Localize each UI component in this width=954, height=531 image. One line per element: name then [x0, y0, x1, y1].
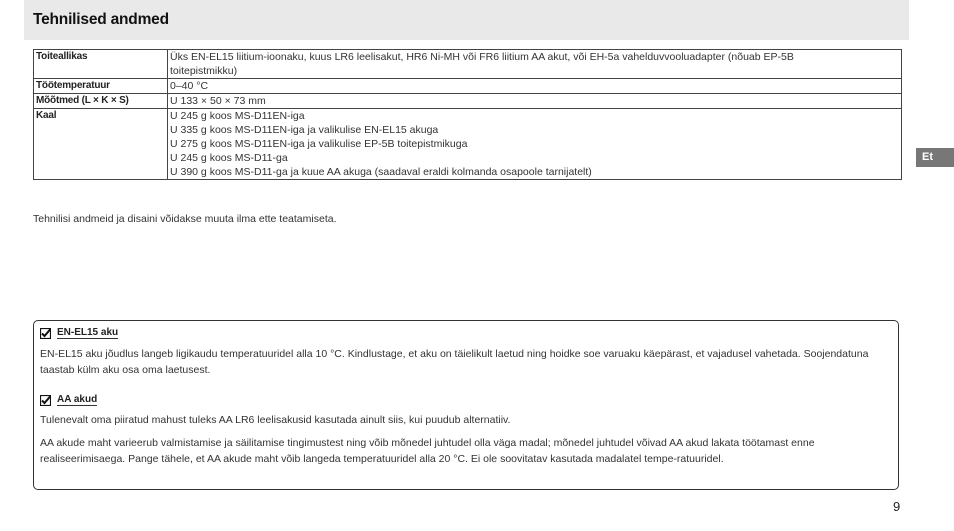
- paragraph: Tulenevalt oma piiratud mahust tuleks AA LR6 leelisakusid kasutada ainult siis, kui puudub alternatiiv.: [40, 414, 511, 426]
- spec-line: U 133 × 50 × 73 mm: [170, 95, 266, 107]
- section-title: AA akud: [57, 394, 98, 405]
- spec-line: U 335 g koos MS-D11EN-iga ja valikulise EN-EL15 akuga: [170, 124, 439, 136]
- spec-line: toitepistmikku): [170, 65, 238, 77]
- spec-line: 0–40 °C: [170, 80, 209, 92]
- spec-value: [168, 94, 902, 109]
- checkbox-check-icon: [40, 328, 51, 339]
- spec-value: [168, 50, 902, 79]
- spec-line: U 390 g koos MS-D11-ga ja kuue AA akuga (saadaval eraldi kolmanda osapoole tarnijatelt): [170, 166, 592, 178]
- spec-key: Mõõtmed (L × K × S): [34, 94, 168, 109]
- section-heading: [40, 394, 97, 406]
- spec-key: Töötemperatuur: [34, 79, 168, 94]
- spec-value: [168, 109, 902, 180]
- spec-line: U 275 g koos MS-D11EN-iga ja valikulise EP-5B toitepistmikuga: [170, 138, 468, 150]
- section-heading: [40, 327, 118, 339]
- paragraph: EN-EL15 aku jõudlus langeb ligikaudu temperatuuridel alla 10 °C. Kindlustage, et aku on täielikult laetud ning hoidke soe varuaku käepärast, et vajadusel vahetada. Soojendatuna taastab külm aku osa oma laetusest.: [40, 348, 869, 376]
- paragraph: AA akude maht varieerub valmistamise ja säilitamise tingimustest ning võib mõnedel juhtudel olla väga madal; mõnedel juhtudel võivad AA akud lakata töötamast enne realiseerimisaega. Pange tähele, et AA akude maht võib langeda temperatuuridel alla 20 °C. Ei ole soovitatav kasutada madalatel tempe-ratuuridel.: [40, 437, 815, 465]
- table-row: [34, 94, 902, 109]
- spec-line: U 245 g koos MS-D11EN-iga: [170, 110, 305, 122]
- table-row: [34, 109, 902, 180]
- disclaimer-note: Tehnilisi andmeid ja disaini võidakse muuta ilma ette teatamiseta.: [33, 213, 337, 225]
- section-header: [24, 0, 909, 40]
- spec-key: Kaal: [34, 109, 168, 180]
- spec-value: [168, 79, 902, 94]
- page-title: Tehnilised andmed: [33, 11, 169, 28]
- notes-box: [33, 320, 899, 490]
- spec-line: U 245 g koos MS-D11-ga: [170, 152, 288, 164]
- specs-table: [33, 49, 902, 180]
- spec-key: Toiteallikas: [34, 50, 168, 79]
- page-number: 9: [893, 499, 901, 514]
- table-row: [34, 50, 902, 79]
- language-tab: Et: [916, 148, 954, 167]
- section-title: EN-EL15 aku: [57, 327, 119, 338]
- checkbox-check-icon: [40, 395, 51, 406]
- table-row: [34, 79, 902, 94]
- spec-line: Üks EN-EL15 liitium-ioonaku, kuus LR6 leelisakut, HR6 Ni-MH või FR6 liitium AA akut, või EH-5a vahelduvvooluadapter (nõuab EP-5B: [170, 51, 794, 63]
